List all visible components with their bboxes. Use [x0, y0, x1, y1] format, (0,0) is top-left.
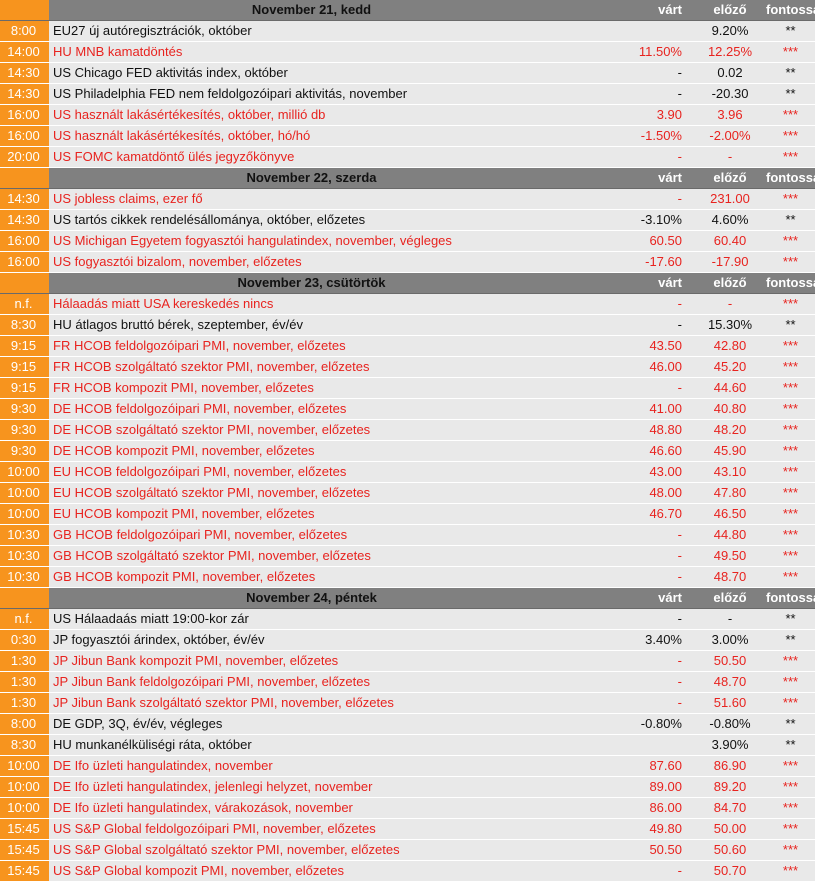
event-time: 9:30: [0, 420, 49, 440]
day-header-row: [0, 273, 828, 294]
event-importance-stars: ***: [782, 842, 799, 857]
event-description: DE Ifo üzleti hangulatindex, várakozások, november: [53, 800, 353, 815]
event-description: DE HCOB szolgáltató szektor PMI, november, előzetes: [53, 422, 371, 437]
event-importance-stars: ***: [782, 569, 799, 584]
event-time: 16:00: [0, 231, 49, 251]
event-row: [0, 546, 815, 567]
event-expected-value: -: [677, 548, 682, 563]
event-importance-stars: ***: [782, 548, 799, 563]
event-row: [0, 504, 815, 525]
event-time: 15:45: [0, 840, 49, 860]
event-time: 10:30: [0, 525, 49, 545]
event-expected-value: -: [677, 191, 682, 206]
event-expected-value: 46.60: [649, 443, 682, 458]
event-importance-stars: ***: [782, 506, 799, 521]
event-row: [0, 462, 815, 483]
event-previous-value: 51.60: [713, 695, 747, 710]
event-importance-stars: ***: [782, 464, 799, 479]
event-importance-stars: **: [785, 212, 796, 227]
event-expected-value: 50.50: [649, 842, 682, 857]
event-previous-value: -0.80%: [709, 716, 751, 731]
event-expected-value: 60.50: [649, 233, 682, 248]
event-expected-value: -: [677, 611, 682, 626]
event-expected-value: 43.00: [649, 464, 682, 479]
event-row: [0, 315, 815, 336]
event-description: DE Ifo üzleti hangulatindex, november: [53, 758, 273, 773]
event-time: 0:30: [0, 630, 49, 650]
day-header-spacer: [0, 0, 49, 20]
event-importance-stars: **: [785, 716, 796, 731]
event-importance-stars: ***: [782, 191, 799, 206]
event-description: GB HCOB szolgáltató szektor PMI, november, előzetes: [53, 548, 371, 563]
event-time: 9:15: [0, 378, 49, 398]
event-importance-stars: ***: [782, 863, 799, 878]
event-expected-value: 3.90: [656, 107, 682, 122]
event-expected-value: -: [677, 296, 682, 311]
event-description: DE HCOB kompozit PMI, november, előzetes: [53, 443, 315, 458]
event-row: [0, 672, 815, 693]
event-row: [0, 105, 815, 126]
column-header-previous: előző: [713, 2, 747, 17]
event-expected-value: -: [677, 149, 682, 164]
event-description: DE HCOB feldolgozóipari PMI, november, előzetes: [53, 401, 347, 416]
event-description: US Michigan Egyetem fogyasztói hangulatindex, november, végleges: [53, 233, 452, 248]
event-row: [0, 42, 815, 63]
event-time: n.f.: [0, 294, 49, 314]
event-row: [0, 231, 815, 252]
event-description: EU HCOB kompozit PMI, november, előzetes: [53, 506, 315, 521]
event-row: [0, 378, 815, 399]
event-previous-value: -: [727, 296, 733, 311]
event-previous-value: 15.30%: [707, 317, 753, 332]
event-description: US fogyasztói bizalom, november, előzetes: [53, 254, 302, 269]
event-row: [0, 441, 815, 462]
day-header-row: [0, 0, 828, 21]
event-previous-value: -: [727, 149, 733, 164]
event-importance-stars: ***: [782, 359, 799, 374]
event-time: 14:30: [0, 189, 49, 209]
event-row: [0, 126, 815, 147]
event-importance-stars: **: [785, 23, 796, 38]
event-previous-value: -20.30: [711, 86, 749, 101]
event-time: 8:30: [0, 735, 49, 755]
event-importance-stars: ***: [782, 443, 799, 458]
event-importance-stars: **: [785, 65, 796, 80]
day-title: November 21, kedd: [251, 2, 372, 17]
event-description: US Hálaadaás miatt 19:00-kor zár: [53, 611, 249, 626]
event-time: 9:30: [0, 399, 49, 419]
event-previous-value: 9.20%: [711, 23, 749, 38]
event-importance-stars: ***: [782, 254, 799, 269]
event-importance-stars: **: [785, 611, 796, 626]
event-row: [0, 840, 815, 861]
event-row: [0, 210, 815, 231]
event-expected-value: -: [677, 86, 682, 101]
event-importance-stars: ***: [782, 338, 799, 353]
event-previous-value: 0.02: [717, 65, 743, 80]
column-header-importance: fontosság: [766, 590, 828, 605]
event-description: GB HCOB feldolgozóipari PMI, november, előzetes: [53, 527, 348, 542]
event-previous-value: 45.90: [713, 443, 747, 458]
event-description: JP Jibun Bank szolgáltató szektor PMI, november, előzetes: [53, 695, 394, 710]
event-importance-stars: ***: [782, 653, 799, 668]
event-description: HU munkanélküliségi ráta, október: [53, 737, 252, 752]
column-header-previous: előző: [713, 275, 747, 290]
event-row: [0, 399, 815, 420]
event-expected-value: 87.60: [649, 758, 682, 773]
column-header-importance: fontosság: [766, 2, 828, 17]
event-expected-value: 48.00: [649, 485, 682, 500]
event-expected-value: -1.50%: [640, 128, 682, 143]
event-row: [0, 147, 815, 168]
event-importance-stars: ***: [782, 107, 799, 122]
event-time: 10:00: [0, 798, 49, 818]
event-row: [0, 336, 815, 357]
event-description: US FOMC kamatdöntő ülés jegyzőkönyve: [53, 149, 295, 164]
event-time: 14:30: [0, 210, 49, 230]
event-description: EU HCOB feldolgozóipari PMI, november, előzetes: [53, 464, 347, 479]
event-expected-value: 46.70: [649, 506, 682, 521]
event-row: [0, 798, 815, 819]
event-time: 10:30: [0, 567, 49, 587]
event-row: [0, 609, 815, 630]
event-previous-value: 12.25%: [707, 44, 753, 59]
event-row: [0, 483, 815, 504]
event-time: 14:00: [0, 42, 49, 62]
event-description: US Chicago FED aktivitás index, október: [53, 65, 288, 80]
event-previous-value: 46.50: [713, 506, 747, 521]
event-previous-value: -17.90: [711, 254, 749, 269]
event-row: [0, 84, 815, 105]
day-title: November 22, szerda: [246, 170, 377, 185]
event-expected-value: 49.80: [649, 821, 682, 836]
event-row: [0, 567, 815, 588]
event-previous-value: 84.70: [713, 800, 747, 815]
event-previous-value: 89.20: [713, 779, 747, 794]
event-description: US jobless claims, ezer fő: [53, 191, 203, 206]
event-importance-stars: ***: [782, 233, 799, 248]
event-row: [0, 525, 815, 546]
event-previous-value: 48.70: [713, 674, 747, 689]
event-row: [0, 21, 815, 42]
event-row: [0, 63, 815, 84]
event-description: GB HCOB kompozit PMI, november, előzetes: [53, 569, 316, 584]
event-importance-stars: ***: [782, 821, 799, 836]
event-time: 16:00: [0, 105, 49, 125]
event-importance-stars: ***: [782, 527, 799, 542]
day-header-spacer: [0, 273, 49, 293]
column-header-expected: várt: [658, 2, 682, 17]
event-expected-value: -: [677, 863, 682, 878]
event-expected-value: 46.00: [649, 359, 682, 374]
event-description: US Philadelphia FED nem feldolgozóipari aktivitás, november: [53, 86, 408, 101]
event-description: JP Jibun Bank feldolgozóipari PMI, november, előzetes: [53, 674, 370, 689]
event-description: US S&P Global kompozit PMI, november, előzetes: [53, 863, 344, 878]
event-importance-stars: ***: [782, 380, 799, 395]
event-row: [0, 819, 815, 840]
event-previous-value: 4.60%: [711, 212, 749, 227]
event-row: [0, 294, 815, 315]
day-header-spacer: [0, 168, 49, 188]
event-expected-value: -: [677, 380, 682, 395]
event-previous-value: 50.60: [713, 842, 747, 857]
event-importance-stars: **: [785, 86, 796, 101]
event-importance-stars: ***: [782, 758, 799, 773]
event-previous-value: 50.70: [713, 863, 747, 878]
event-description: FR HCOB kompozit PMI, november, előzetes: [53, 380, 314, 395]
event-time: 15:45: [0, 861, 49, 881]
event-previous-value: 40.80: [713, 401, 747, 416]
column-header-previous: előző: [713, 170, 747, 185]
event-importance-stars: **: [785, 737, 796, 752]
event-time: 16:00: [0, 126, 49, 146]
event-importance-stars: ***: [782, 401, 799, 416]
event-time: 10:00: [0, 777, 49, 797]
event-time: 10:00: [0, 483, 49, 503]
event-previous-value: 43.10: [713, 464, 747, 479]
event-expected-value: -: [677, 569, 682, 584]
event-description: FR HCOB feldolgozóipari PMI, november, előzetes: [53, 338, 346, 353]
event-row: [0, 756, 815, 777]
event-previous-value: 3.90%: [711, 737, 749, 752]
event-importance-stars: ***: [782, 296, 799, 311]
event-time: 10:00: [0, 504, 49, 524]
event-expected-value: 41.00: [649, 401, 682, 416]
event-description: Hálaadás miatt USA kereskedés nincs: [53, 296, 274, 311]
event-importance-stars: ***: [782, 485, 799, 500]
event-description: US S&P Global feldolgozóipari PMI, november, előzetes: [53, 821, 376, 836]
event-time: 9:15: [0, 357, 49, 377]
event-row: [0, 714, 815, 735]
event-importance-stars: ***: [782, 674, 799, 689]
column-header-importance: fontosság: [766, 170, 828, 185]
event-expected-value: -0.80%: [640, 716, 682, 731]
column-header-expected: várt: [658, 275, 682, 290]
day-title: November 24, péntek: [246, 590, 377, 605]
event-time: 9:15: [0, 336, 49, 356]
event-time: 20:00: [0, 147, 49, 167]
event-description: US használt lakásértékesítés, október, millió db: [53, 107, 326, 122]
event-expected-value: [574, 735, 694, 755]
event-row: [0, 861, 815, 882]
event-previous-value: 3.96: [717, 107, 743, 122]
event-row: [0, 693, 815, 714]
event-description: HU átlagos bruttó bérek, szeptember, év/év: [53, 317, 304, 332]
event-previous-value: -2.00%: [709, 128, 751, 143]
event-expected-value: 48.80: [649, 422, 682, 437]
event-time: 1:30: [0, 693, 49, 713]
event-importance-stars: ***: [782, 149, 799, 164]
event-time: 10:00: [0, 462, 49, 482]
event-description: US tartós cikkek rendelésállománya, október, előzetes: [53, 212, 366, 227]
event-description: EU HCOB szolgáltató szektor PMI, november, előzetes: [53, 485, 371, 500]
event-previous-value: 42.80: [713, 338, 747, 353]
day-title: November 23, csütörtök: [237, 275, 386, 290]
column-header-importance: fontosság: [766, 275, 828, 290]
event-previous-value: 50.00: [713, 821, 747, 836]
event-time: 10:00: [0, 756, 49, 776]
event-time: 8:30: [0, 315, 49, 335]
event-expected-value: 3.40%: [645, 632, 682, 647]
event-time: n.f.: [0, 609, 49, 629]
event-previous-value: -: [727, 611, 733, 626]
event-row: [0, 651, 815, 672]
event-previous-value: 48.70: [713, 569, 747, 584]
event-description: DE GDP, 3Q, év/év, végleges: [53, 716, 223, 731]
event-row: [0, 357, 815, 378]
event-time: 8:00: [0, 21, 49, 41]
event-previous-value: 60.40: [713, 233, 747, 248]
event-expected-value: 43.50: [649, 338, 682, 353]
event-description: DE Ifo üzleti hangulatindex, jelenlegi helyzet, november: [53, 779, 373, 794]
event-importance-stars: ***: [782, 800, 799, 815]
event-time: 9:30: [0, 441, 49, 461]
event-time: 1:30: [0, 672, 49, 692]
event-expected-value: 89.00: [649, 779, 682, 794]
event-expected-value: -: [677, 317, 682, 332]
column-header-previous: előző: [713, 590, 747, 605]
event-expected-value: 11.50%: [638, 44, 682, 59]
event-previous-value: 44.80: [713, 527, 747, 542]
event-expected-value: -: [677, 674, 682, 689]
event-row: [0, 777, 815, 798]
event-time: 8:00: [0, 714, 49, 734]
event-expected-value: [574, 21, 694, 41]
event-importance-stars: ***: [782, 695, 799, 710]
day-header-spacer: [0, 588, 49, 608]
day-header-row: [0, 168, 828, 189]
event-expected-value: -: [677, 65, 682, 80]
event-row: [0, 252, 815, 273]
day-header-row: [0, 588, 828, 609]
event-time: 16:00: [0, 252, 49, 272]
event-description: US S&P Global szolgáltató szektor PMI, november, előzetes: [53, 842, 400, 857]
event-expected-value: -17.60: [645, 254, 682, 269]
event-importance-stars: ***: [782, 44, 799, 59]
event-description: JP Jibun Bank kompozit PMI, november, előzetes: [53, 653, 339, 668]
event-time: 14:30: [0, 63, 49, 83]
event-expected-value: -: [677, 695, 682, 710]
event-previous-value: 44.60: [713, 380, 747, 395]
event-previous-value: 50.50: [713, 653, 747, 668]
event-previous-value: 47.80: [713, 485, 747, 500]
event-time: 1:30: [0, 651, 49, 671]
event-importance-stars: ***: [782, 779, 799, 794]
event-time: 14:30: [0, 84, 49, 104]
event-previous-value: 48.20: [713, 422, 747, 437]
event-importance-stars: **: [785, 317, 796, 332]
event-row: [0, 735, 815, 756]
column-header-expected: várt: [658, 170, 682, 185]
event-row: [0, 189, 815, 210]
event-previous-value: 231.00: [710, 191, 750, 206]
event-expected-value: -: [677, 527, 682, 542]
event-time: 10:30: [0, 546, 49, 566]
event-row: [0, 420, 815, 441]
event-description: HU MNB kamatdöntés: [53, 44, 183, 59]
event-description: US használt lakásértékesítés, október, hó/hó: [53, 128, 311, 143]
event-description: EU27 új autóregisztrációk, október: [53, 23, 252, 38]
event-importance-stars: **: [785, 632, 796, 647]
event-expected-value: 86.00: [649, 800, 682, 815]
column-header-expected: várt: [658, 590, 682, 605]
event-time: 15:45: [0, 819, 49, 839]
event-importance-stars: ***: [782, 128, 799, 143]
event-expected-value: -: [677, 653, 682, 668]
event-description: FR HCOB szolgáltató szektor PMI, november, előzetes: [53, 359, 370, 374]
event-previous-value: 49.50: [713, 548, 747, 563]
event-previous-value: 45.20: [713, 359, 747, 374]
event-previous-value: 86.90: [713, 758, 747, 773]
event-row: [0, 630, 815, 651]
event-previous-value: 3.00%: [711, 632, 749, 647]
event-importance-stars: ***: [782, 422, 799, 437]
event-description: JP fogyasztói árindex, október, év/év: [53, 632, 265, 647]
event-expected-value: -3.10%: [640, 212, 682, 227]
